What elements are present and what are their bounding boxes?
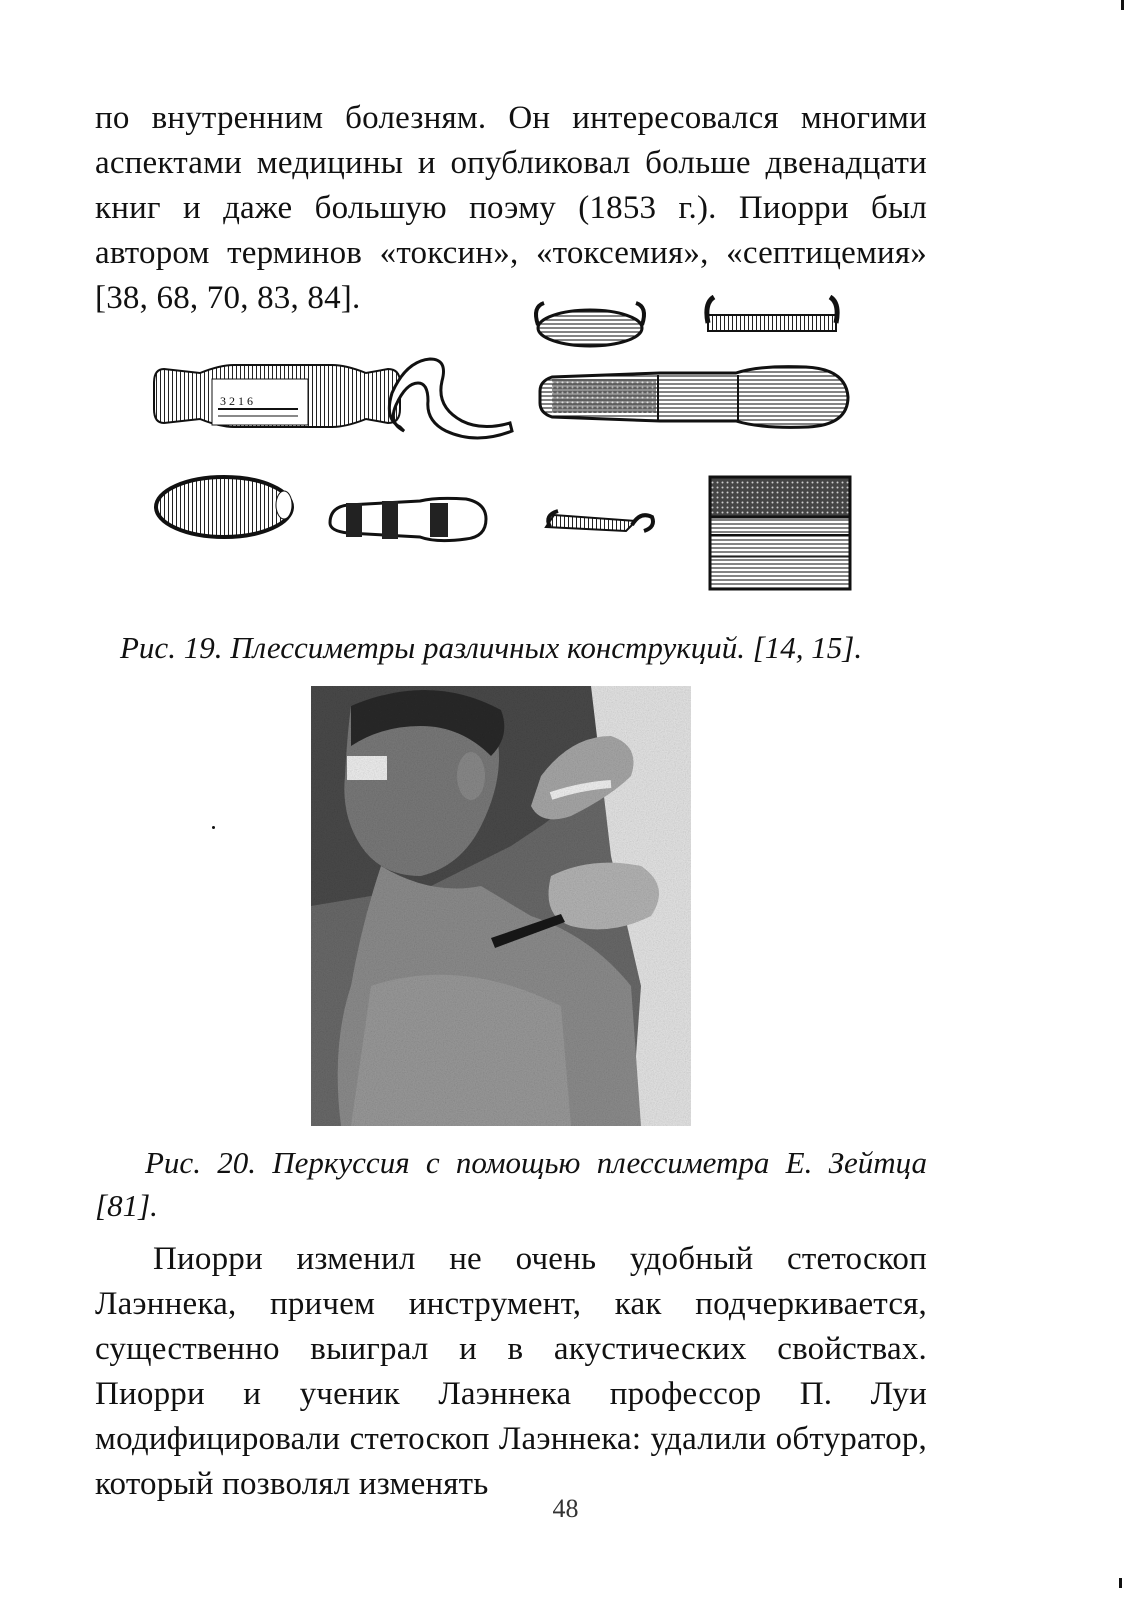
plessimeter-ruler bbox=[154, 365, 400, 427]
plessimeter-hook bbox=[389, 359, 512, 438]
plessimeter-oval-clip bbox=[536, 303, 644, 346]
page-number: 48 bbox=[552, 1494, 579, 1523]
figure-19-plessimeters bbox=[140, 295, 880, 615]
figure-20-caption: Рис. 20. Перкуссия с помощью плессиметра Е. Зейтца [81]. bbox=[95, 1145, 927, 1223]
scan-speck bbox=[212, 826, 215, 829]
plessimeter-block bbox=[710, 477, 850, 589]
figure-20-photo bbox=[311, 686, 691, 1126]
paragraph-bottom: Пиорри изменил не очень удобный стетоскоп Лаэннека, причем инструмент, как подчеркивается, существенно выиграл и в акустических свойствах. Пиорри и ученик Лаэннека профессор П. Луи модифицировали стетоскоп Лаэннека: удалили обтуратор, который позволял изменять bbox=[95, 1241, 927, 1502]
scan-edge-mark-top bbox=[1121, 0, 1124, 10]
plessimeter-banded bbox=[330, 498, 486, 540]
figure-19-caption: Рис. 19. Плессиметры различных конструкций. [14, 15]. bbox=[120, 630, 863, 665]
plessimeter-small-clip bbox=[546, 511, 653, 531]
scan-edge-mark-bottom bbox=[1119, 1578, 1122, 1588]
plessimeter-flat-curled bbox=[707, 297, 837, 331]
plessimeter-dark-oval bbox=[156, 477, 292, 537]
plessimeter-long-handle bbox=[540, 367, 848, 428]
ruler-marks: 3 2 1 6 bbox=[220, 394, 253, 408]
paragraph-top: по внутренним болезням. Он интересовался многими аспектами медицины и опубликовал больше двенадцати книг и даже большую поэму (1853 г.). Пиорри был автором терминов «токсин», «токсемия», «септицемия» [38, 68, 70, 83, 84]. bbox=[95, 100, 927, 316]
